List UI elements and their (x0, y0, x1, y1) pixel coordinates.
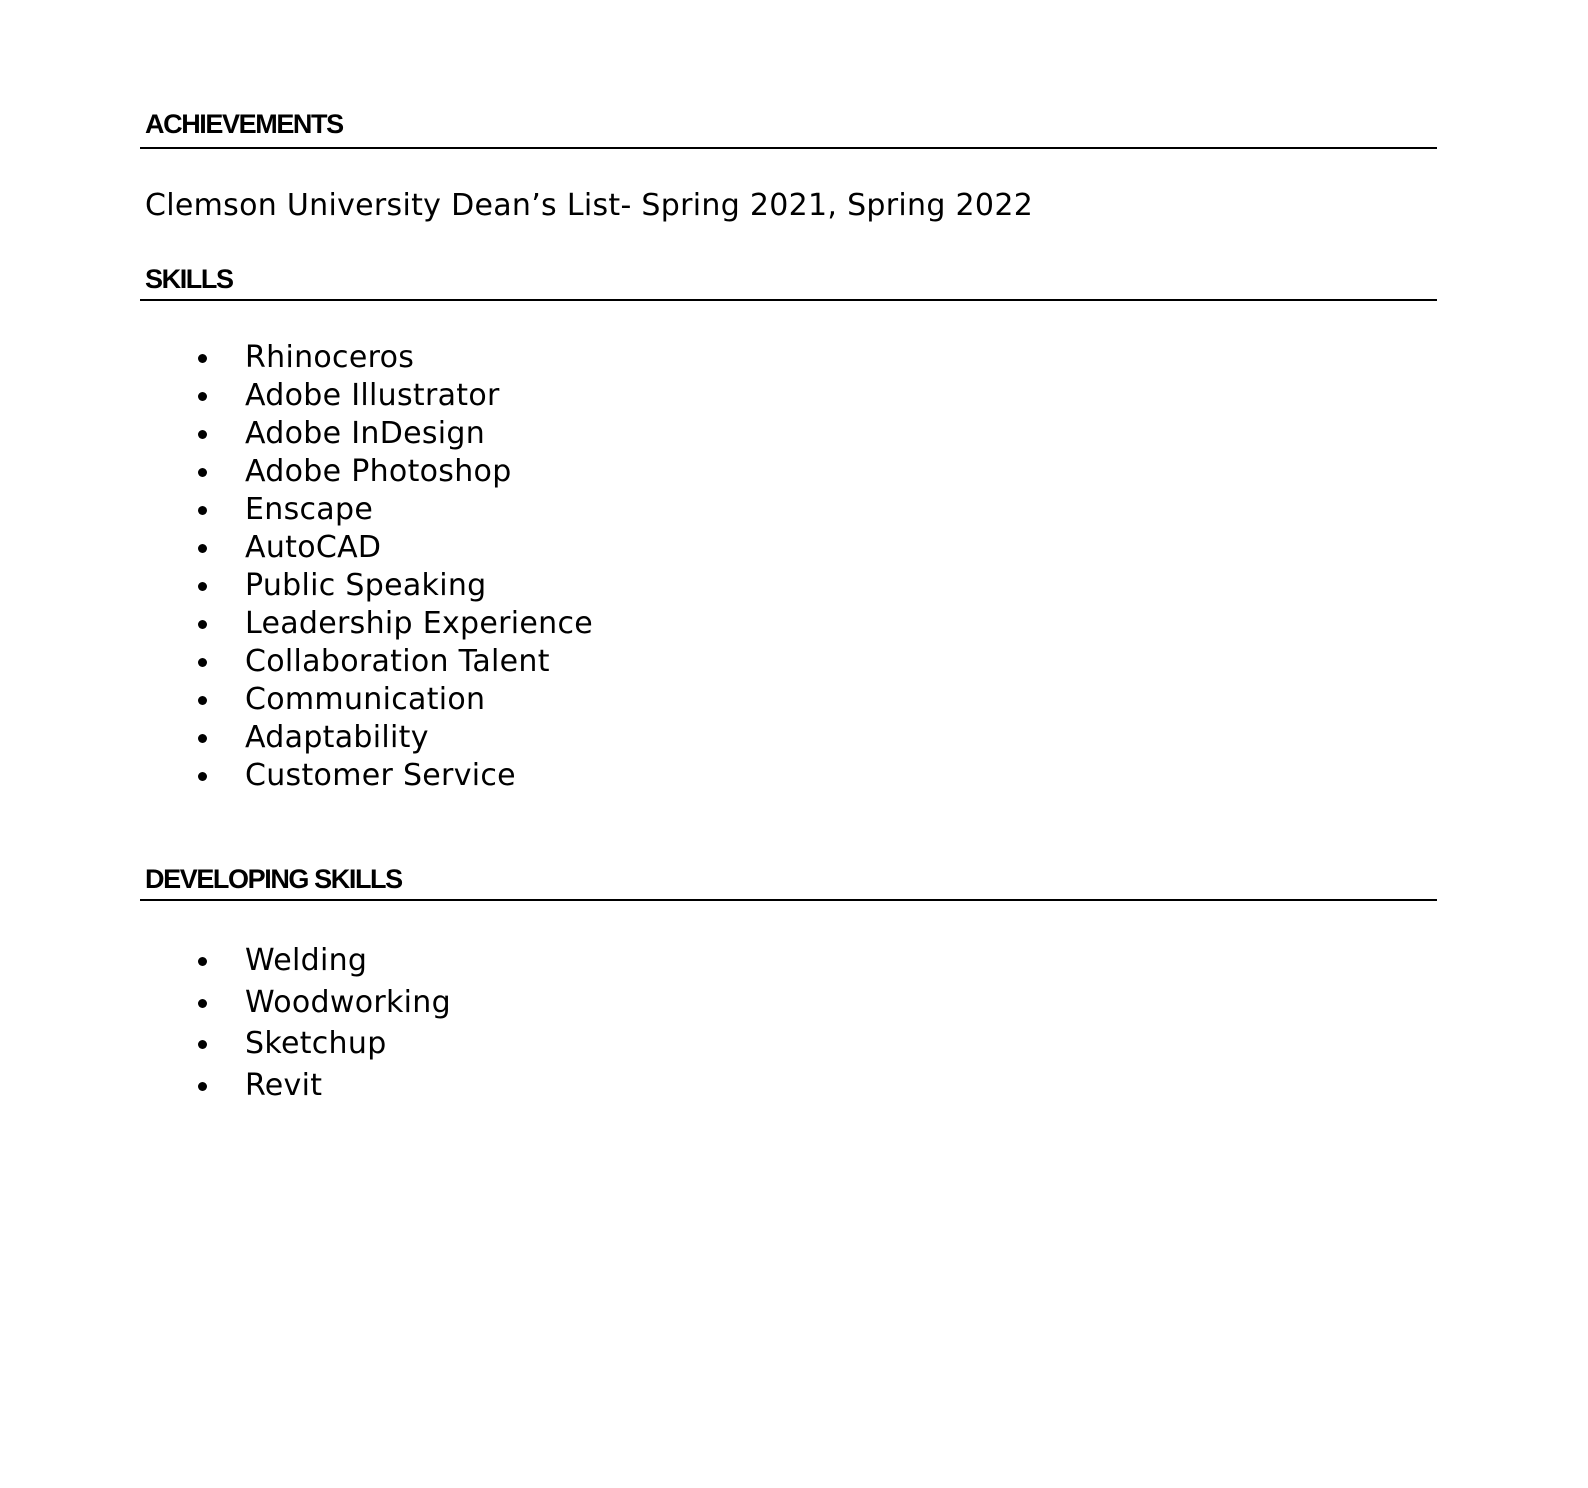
list-item-label: Adobe InDesign (245, 416, 486, 451)
bullet-icon (198, 696, 207, 705)
list-item-label: Adobe Photoshop (245, 454, 512, 489)
list-item-label: Revit (245, 1067, 323, 1103)
list-item-label: Adaptability (245, 720, 429, 755)
bullet-icon (198, 957, 207, 966)
bullet-icon (198, 544, 207, 553)
skills-divider (140, 299, 1437, 301)
list-item-label: Enscape (245, 492, 374, 527)
achievement-item: Clemson University Dean’s List- Spring 2021, Spring 2022 (145, 188, 1034, 223)
bullet-icon (198, 1040, 207, 1049)
bullet-icon (198, 392, 207, 401)
skills-heading: SKILLS (145, 264, 233, 294)
developing-skills-divider (140, 899, 1437, 901)
bullet-icon (198, 620, 207, 629)
bullet-icon (198, 354, 207, 363)
achievements-heading: ACHIEVEMENTS (145, 109, 343, 139)
bullet-icon (198, 772, 207, 781)
list-item-label: Rhinoceros (245, 340, 415, 375)
bullet-icon (198, 506, 207, 515)
bullet-icon (198, 658, 207, 667)
list-item-label: Public Speaking (245, 568, 487, 603)
list-item-label: Welding (245, 943, 368, 978)
bullet-icon (198, 468, 207, 477)
bullet-icon (198, 1082, 207, 1091)
list-item-label: Sketchup (245, 1026, 387, 1061)
bullet-icon (198, 734, 207, 743)
list-item-label: Woodworking (245, 984, 451, 1020)
list-item-label: Communication (245, 682, 486, 717)
bullet-icon (198, 582, 207, 591)
achievements-divider (140, 147, 1437, 149)
developing-skills-heading: DEVELOPING SKILLS (145, 864, 402, 894)
list-item-label: Customer Service (245, 758, 516, 793)
bullet-icon (198, 999, 207, 1008)
list-item-label: AutoCAD (245, 530, 382, 565)
list-item-label: Leadership Experience (245, 606, 594, 641)
bullet-icon (198, 430, 207, 439)
list-item-label: Collaboration Talent (245, 644, 550, 679)
list-item-label: Adobe Illustrator (245, 378, 500, 413)
